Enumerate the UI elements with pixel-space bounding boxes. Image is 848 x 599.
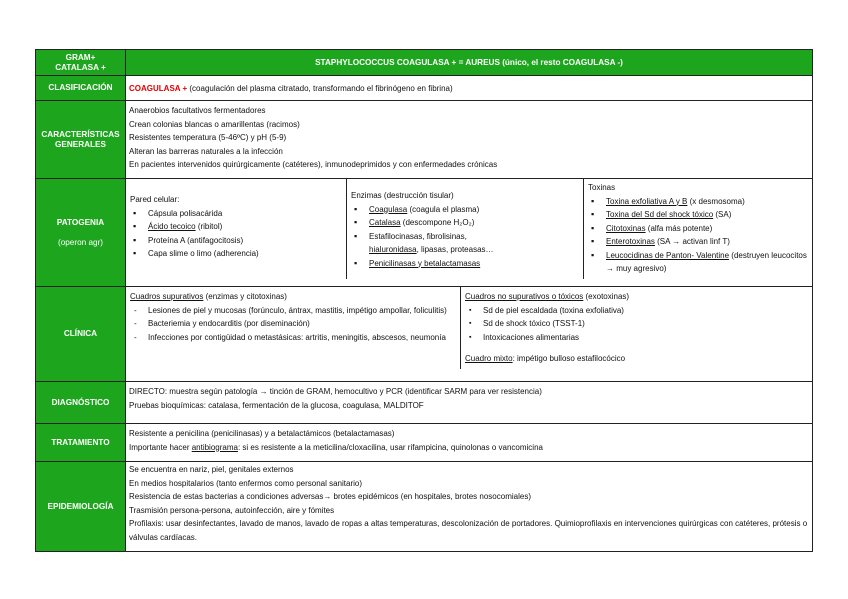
list-item: En pacientes intervenidos quirúrgicamente (catéteres), inmunodeprimidos y con enfermedades crónicas xyxy=(129,160,498,169)
patogenia-sublabel: (operon agr) xyxy=(57,237,104,247)
list-item: ▪ Catalasa (descompone H₂O₂) xyxy=(351,216,579,230)
toxinas-column: Toxinas ▪ Toxina exfoliativa A y B (x desmosoma) ▪ Toxina del Sd del shock tóxico (SA) ▪ Citotoxinas (alfa más potente) ▪ Enterotoxinas (SA → activan linf T) ▪ Leucocidinas de Panton- Valentine (destruyen leucocitos → muy agresivo) xyxy=(583,179,812,279)
list-item: DIRECTO: muestra según patología → tinción de GRAM, hemocultivo y PCR (identificar SARM para ver resistencia) xyxy=(129,387,542,396)
title-row xyxy=(36,50,813,76)
list-item: ▪ Proteína A (antifagocitosis) xyxy=(130,234,342,248)
list-item: Se encuentra en nariz, piel, genitales externos xyxy=(129,465,294,474)
clasificacion-label: CLASIFICACIÓN xyxy=(36,76,126,101)
patogenia-row xyxy=(36,179,813,287)
supurativos-column: Cuadros supurativos (enzimas y citotoxinas) - Lesiones de piel y mucosas (forúnculo, ántrax, mastitis, impétigo ampollar, foliculitis) - Bacteriemia y endocarditis (por diseminación) - Infecciones por contigüidad o metastásicas: artritis, meningitis, abscesos, neumonía xyxy=(126,287,460,369)
pared-celular-column: Pared celular: ▪ Cápsula polisacárida ▪ Ácido tecoico (ribitol) ▪ Proteína A (antifagocitosis) ▪ Capa slime o limo (adherencia) xyxy=(126,179,346,279)
list-item: Anaerobios facultativos fermentadores xyxy=(129,106,266,115)
no-supurativos-column: Cuadros no supurativos o tóxicos (exotoxinas) ▪ Sd de piel escaldada (toxina exfoliativa) ▪ Sd de shock tóxico (TSST-1) ▪ Intoxicaciones alimentarias Cuadro mixto: impétigo bulloso estafilocócico xyxy=(460,287,812,369)
tratamiento-label: TRATAMIENTO xyxy=(36,424,126,462)
list-item: - Infecciones por contigüidad o metastásicas: artritis, meningitis, abscesos, neumonía xyxy=(130,331,456,345)
clasificacion-text: (coagulación del plasma citratado, transformando el fibrinógeno en fibrina) xyxy=(187,83,453,93)
clinica-row xyxy=(36,287,813,382)
list-item: Alteran las barreras naturales a la infección xyxy=(129,146,283,156)
list-item: ▪ Capa slime o limo (adherencia) xyxy=(130,247,342,261)
summary-sheet xyxy=(35,49,812,552)
list-item: Resistente a penicilina (penicilinasas) y a betalactámicos (betalactamasas) xyxy=(129,429,395,438)
epidemiologia-row xyxy=(36,462,813,552)
list-item: ▪ Penicilinasas y betalactamasas xyxy=(351,257,579,271)
epidemiologia-label: EPIDEMIOLOGÍA xyxy=(36,462,126,552)
table-title: STAPHYLOCOCCUS COAGULASA + = AUREUS (único, el resto COAGULASA -) xyxy=(126,50,813,76)
list-item: ▪ Leucocidinas de Panton- Valentine (destruyen leucocitos → muy agresivo) xyxy=(588,249,808,276)
caracteristicas-list xyxy=(126,101,812,174)
list-item: ▪ Coagulasa (coagula el plasma) xyxy=(351,203,579,217)
list-item: - Lesiones de piel y mucosas (forúnculo, ántrax, mastitis, impétigo ampollar, foliculitis) xyxy=(130,304,456,318)
list-item: ▪ Intoxicaciones alimentarias xyxy=(465,331,808,345)
caracteristicas-label: CARACTERÍSTICAS GENERALES xyxy=(36,101,126,179)
list-item: Resistentes temperatura (5-46ºC) y pH (5-9) xyxy=(129,133,287,142)
list-item: ▪ Citotoxinas (alfa más potente) xyxy=(588,222,808,236)
diagnostico-label: DIAGNÓSTICO xyxy=(36,382,126,424)
list-item: ▪ Sd de shock tóxico (TSST-1) xyxy=(465,317,808,331)
list-item: Importante hacer antibiograma: si es resistente a la meticilina/cloxacilina, usar rifampicina, quinolonas o vancomicina xyxy=(129,442,543,452)
list-item: hialuronidasa, lipasas, proteasas… xyxy=(369,245,494,254)
diagnostico-row xyxy=(36,382,813,424)
tratamiento-row xyxy=(36,424,813,462)
list-item: Crean colonias blancas o amarillentas (racimos) xyxy=(129,119,300,129)
list-item: ▪ Estafilocinasas, fibrolisinas, xyxy=(351,230,579,244)
list-item: Pruebas bioquímicas: catalasa, fermentación de la glucosa, coagulasa, MALDITOF xyxy=(129,400,424,410)
list-item: ▪ Toxina del Sd del shock tóxico (SA) xyxy=(588,208,808,222)
list-item: - Bacteriemia y endocarditis (por diseminación) xyxy=(130,317,456,331)
list-item: ▪ Sd de piel escaldada (toxina exfoliativa) xyxy=(465,304,808,318)
staphylococcus-table xyxy=(35,49,813,552)
clasificacion-row xyxy=(36,76,813,101)
list-item: ▪ Toxina exfoliativa A y B (x desmosoma) xyxy=(588,195,808,209)
caracteristicas-row xyxy=(36,101,813,179)
coagulasa-highlight: COAGULASA + xyxy=(129,83,188,93)
list-item: ▪ Enterotoxinas (SA → activan linf T) xyxy=(588,235,808,249)
enzimas-column: Enzimas (destrucción tisular) ▪ Coagulasa (coagula el plasma) ▪ Catalasa (descompone H₂O₂) ▪ Estafilocinasas, fibrolisinas, hialuronidasa, lipasas, proteasas… ▪ Penicilinasas y betalactamasas xyxy=(346,179,583,279)
list-item: Trasmisión persona-persona, autoinfección, aire y fómites xyxy=(129,505,335,515)
list-item: Profilaxis: usar desinfectantes, lavado de manos, lavado de ropas a altas temperaturas, descolonización de portadores. Quimioprofilaxis en intervenciones quirúrgicas con catéteres, prótesis o válvulas cardíacas. xyxy=(129,519,808,542)
gram-catalasa-cell: GRAM+ CATALASA + xyxy=(36,50,126,76)
list-item: ▪ Ácido tecoico (ribitol) xyxy=(130,220,342,234)
patogenia-label: PATOGENIA (operon agr) xyxy=(36,179,126,287)
list-item: Resistencia de estas bacterias a condiciones adversas→ brotes epidémicos (en hospitales, brotes nosocomiales) xyxy=(129,492,531,501)
list-item: ▪ Cápsula polisacárida xyxy=(130,207,342,221)
clinica-label: CLÍNICA xyxy=(36,287,126,382)
cuadro-mixto: Cuadro mixto: impétigo bulloso estafilocócico xyxy=(465,354,626,363)
list-item: En medios hospitalarios (tanto enfermos como personal sanitario) xyxy=(129,478,363,488)
